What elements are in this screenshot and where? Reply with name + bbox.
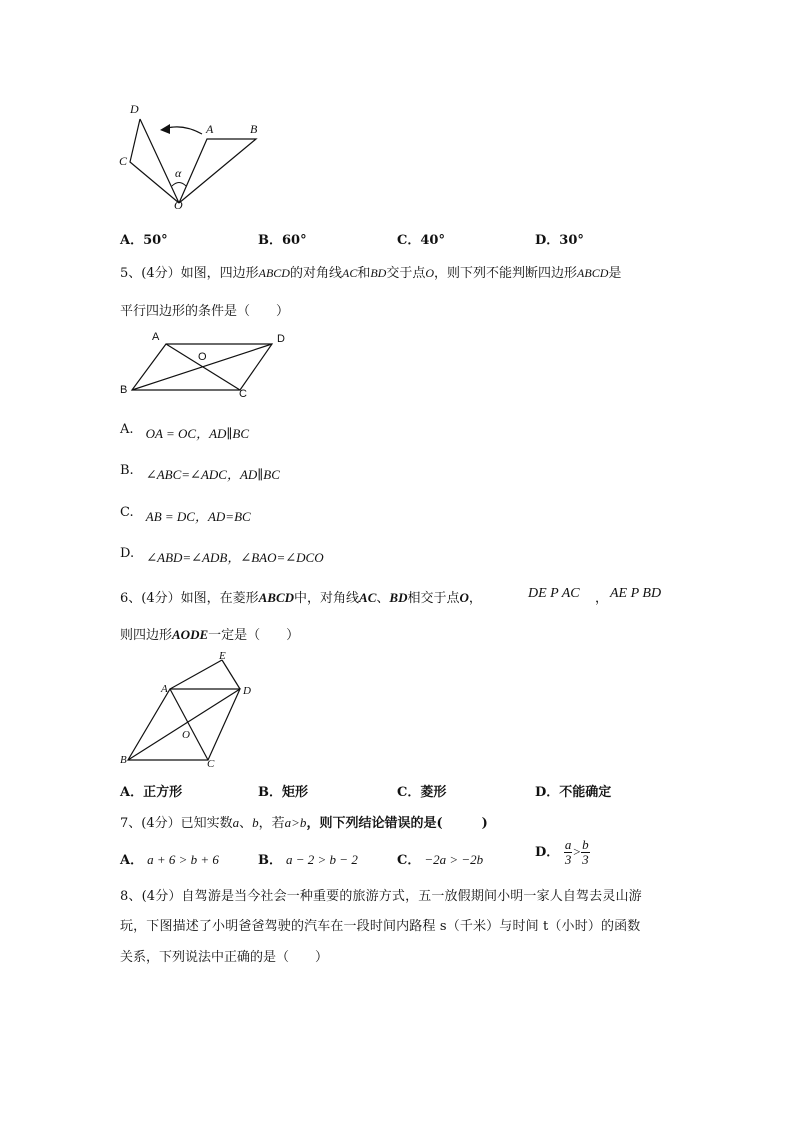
- label-A: A: [206, 122, 214, 136]
- fraction-a-over-3: $\frac{a}{3}$: [564, 837, 572, 867]
- q5-label-A: A: [152, 331, 160, 343]
- q4-option-b: B．60°: [258, 233, 307, 248]
- q6-option-b: B．矩形: [258, 785, 308, 800]
- q4-option-a: A．50°: [120, 233, 168, 248]
- q5-option-b: B. ∠ABC=∠ADC，AD∥BC: [120, 463, 280, 482]
- q6-condition-1: DE P AC: [528, 586, 580, 601]
- q5-option-d: D. ∠ABD=∠ADB，∠BAO=∠DCO: [120, 546, 324, 565]
- q6-label-O: O: [182, 729, 190, 741]
- label-C: C: [119, 154, 128, 168]
- q5-stem-line1: 5、(4分）如图，四边形ABCD的对角线AC和BD交于点O，则下列不能判断四边形ABCD是: [120, 266, 622, 281]
- q6-option-a: A．正方形: [120, 785, 183, 800]
- q6-label-C: C: [207, 758, 215, 770]
- q6-condition-2: AE P BD: [610, 586, 662, 601]
- q6-label-B: B: [120, 754, 127, 766]
- q5-label-C: C: [239, 388, 247, 400]
- q7-stem: 7、(4分）已知实数a、b，若a>b，则下列结论错误的是( ): [120, 815, 488, 831]
- label-B: B: [250, 122, 258, 136]
- q5-stem-line2: 平行四边形的条件是（ ）: [120, 304, 290, 319]
- q4-option-d: D．30°: [535, 233, 584, 248]
- q8-line2: 玩，下图描述了小明爸爸驾驶的汽车在一段时间内路程 s（千米）与时间 t（小时）的函数: [120, 919, 641, 934]
- q5-label-O: O: [198, 351, 207, 363]
- q6-label-A: A: [161, 683, 168, 695]
- q5-label-D: D: [277, 333, 285, 345]
- q6-label-E: E: [219, 650, 226, 662]
- label-O: O: [174, 198, 183, 212]
- q5-option-a: A. OA = OC，AD∥BC: [120, 422, 250, 441]
- q7-option-c: C． −2a > −2b: [397, 852, 484, 868]
- rhombus-diagram: [115, 645, 265, 770]
- q8-line3: 关系，下列说法中正确的是（ ）: [120, 950, 329, 965]
- q6-stem-line1: 6、(4分）如图，在菱形ABCD中，对角线AC、BD相交于点O，: [120, 590, 482, 606]
- q7-option-b: B． a − 2 > b − 2: [258, 852, 358, 868]
- q7-option-d: D． $\frac{a}{3}$ > $\frac{b}{3}$: [535, 837, 589, 867]
- parallelogram-diagram: [120, 330, 290, 402]
- q6-stem-line2: 则四边形AODE一定是（ ）: [120, 627, 300, 643]
- q6-comma: ，: [595, 591, 609, 606]
- fraction-b-over-3: $\frac{b}{3}$: [582, 837, 589, 867]
- q8-line1: 8、(4分）自驾游是当今社会一种重要的旅游方式，五一放假期间小明一家人自驾去灵山游: [120, 889, 642, 904]
- q5-option-c: C. AB = DC，AD=BC: [120, 505, 251, 524]
- q6-label-D: D: [243, 685, 251, 697]
- q5-label-B: B: [120, 384, 128, 396]
- q6-option-d: D．不能确定: [535, 785, 612, 800]
- q7-option-a: A． a + 6 > b + 6: [120, 852, 219, 868]
- label-D: D: [130, 102, 139, 116]
- q6-option-c: C．菱形: [397, 785, 447, 800]
- q4-option-c: C．40°: [397, 233, 445, 248]
- label-alpha: α: [175, 166, 182, 180]
